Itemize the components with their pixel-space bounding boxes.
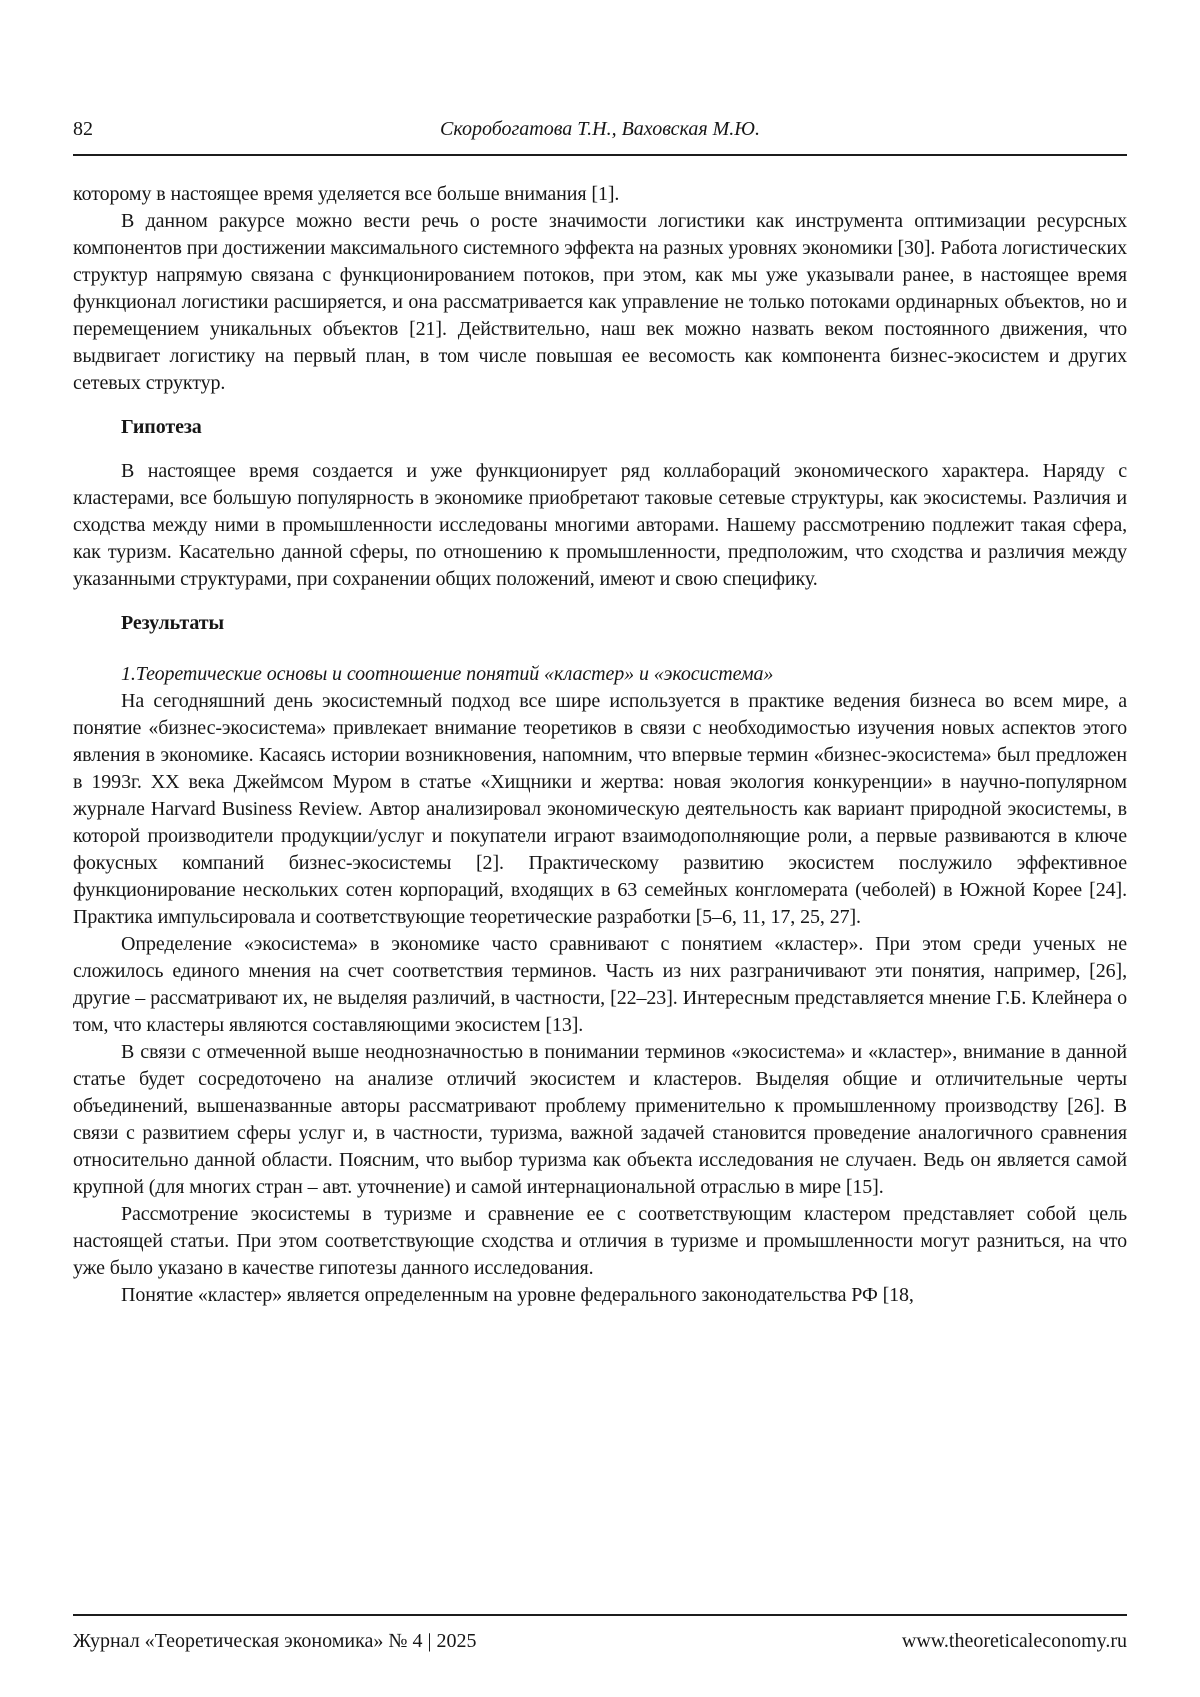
results-heading: Результаты [121,612,224,634]
body-paragraph: На сегодняшний день экосистемный подход все шире используется в практике ведения бизнеса во всем мире, а понятие «бизнес-экосистема» привлекает внимание теоретиков в связи с необходимостью изучения новых аспектов этого явления в экономике. Касаясь истории возникновения, напомним, что впервые термин «бизнес-экосистема» был предложен в 1993г. ХХ века Джеймсом Муром в статье «Хищники и жертва: новая экология конкуренции» в научно-популярном журнале Harvard Business Review. Автор анализировал экономическую деятельность как вариант природной экосистемы, в которой производители продукции/услуг и покупатели играют взаимодополняющие роли, а первые развиваются в ключе фокусных компаний бизнес-экосистемы [2]. Практическому развитию экосистем послужило эффективное функционирование нескольких сотен корпораций, входящих в 63 семейных конгломерата (чеболей) в Южной Корее [24]. Практика импульсировала и соответствующие теоретические разработки [5–6, 11, 17, 25, 27]. [73,690,1127,928]
body-paragraph: Рассмотрение экосистемы в туризме и сравнение ее с соответствующим кластером представляет собой цель настоящей статьи. При этом соответствующие сходства и отличия в туризме и промышленности могут разниться, на что уже было указано в качестве гипотезы данного исследования. [73,1203,1127,1279]
body-paragraph: В настоящее время создается и уже функционирует ряд коллабораций экономического характера. Наряду с кластерами, все большую популярность в экономике приобретают таковые сетевые структуры, как экосистемы. Различия и сходства между ними в промышленности исследованы многими авторами. Нашему рассмотрению подлежит такая сфера, как туризм. Касательно данной сферы, по отношению к промышленности, предположим, что сходства и различия между указанными структурами, при сохранении общих положений, имеют и свою специфику. [73,460,1127,590]
running-title: Скоробогатова Т.Н., Ваховская М.Ю. [440,118,760,140]
body-paragraph: Определение «экосистема» в экономике часто сравнивают с понятием «кластер». При этом среди ученых не сложилось единого мнения на счет соответствия терминов. Часть из них разграничивают эти понятия, например, [26], другие – рассматривают их, не выделяя различий, в частности, [22–23]. Интересным представляется мнение Г.Б. Клейнера о том, что кластеры являются составляющими экосистем [13]. [73,933,1127,1036]
body-paragraph: В связи с отмеченной выше неоднозначностью в понимании терминов «экосистема» и «кластер», внимание в данной статье будет сосредоточено на анализе отличий экосистем и кластеров. Выделяя общие и отличительные черты объединений, вышеназванные авторы рассматривают проблему применительно к промышленному производству [26]. В связи с развитием сферы услуг и, в частности, туризма, важной задачей становится проведение аналогичного сравнения относительно данной области. Поясним, что выбор туризма как объекта исследования не случаен. Ведь он является самой крупной (для многих стран – авт. уточнение) и самой интернациональной отраслью в мире [15]. [73,1041,1127,1198]
article-body [73,156,1127,1614]
body-paragraph: В данном ракурсе можно вести речь о росте значимости логистики как инструмента оптимизации ресурсных компонентов при достижении максимального системного эффекта на разных уровнях экономики [30]. Работа логистических структур напрямую связана с функционированием потоков, при этом, как мы уже указывали ранее, в настоящее время функционал логистики расширяется, и она рассматривается как управление не только потоками ординарных объектов, но и перемещением уникальных объектов [21]. Действительно, наш век можно назвать веком постоянного движения, что выдвигает логистику на первый план, в том числе повышая ее весомость как компонента бизнес-экосистем и других сетевых структур. [73,210,1127,394]
theory-subsection-heading: 1.Теоретические основы и соотношение понятий «кластер» и «экосистема» [121,663,774,685]
page-header [73,116,1127,154]
hypothesis-heading: Гипотеза [121,416,202,438]
body-paragraph: которому в настоящее время уделяется все больше внимания [1]. [73,183,620,205]
page-footer [73,1614,1127,1653]
page-number: 82 [73,118,93,140]
journal-website-link[interactable]: www.theoreticaleconomy.ru [901,1630,1127,1652]
footer-row [73,1616,1127,1653]
body-paragraph: Понятие «кластер» является определенным на уровне федерального законодательства РФ [18, [121,1284,914,1306]
journal-issue-info: Журнал «Теоретическая экономика» № 4 | 2025 [73,1630,477,1652]
